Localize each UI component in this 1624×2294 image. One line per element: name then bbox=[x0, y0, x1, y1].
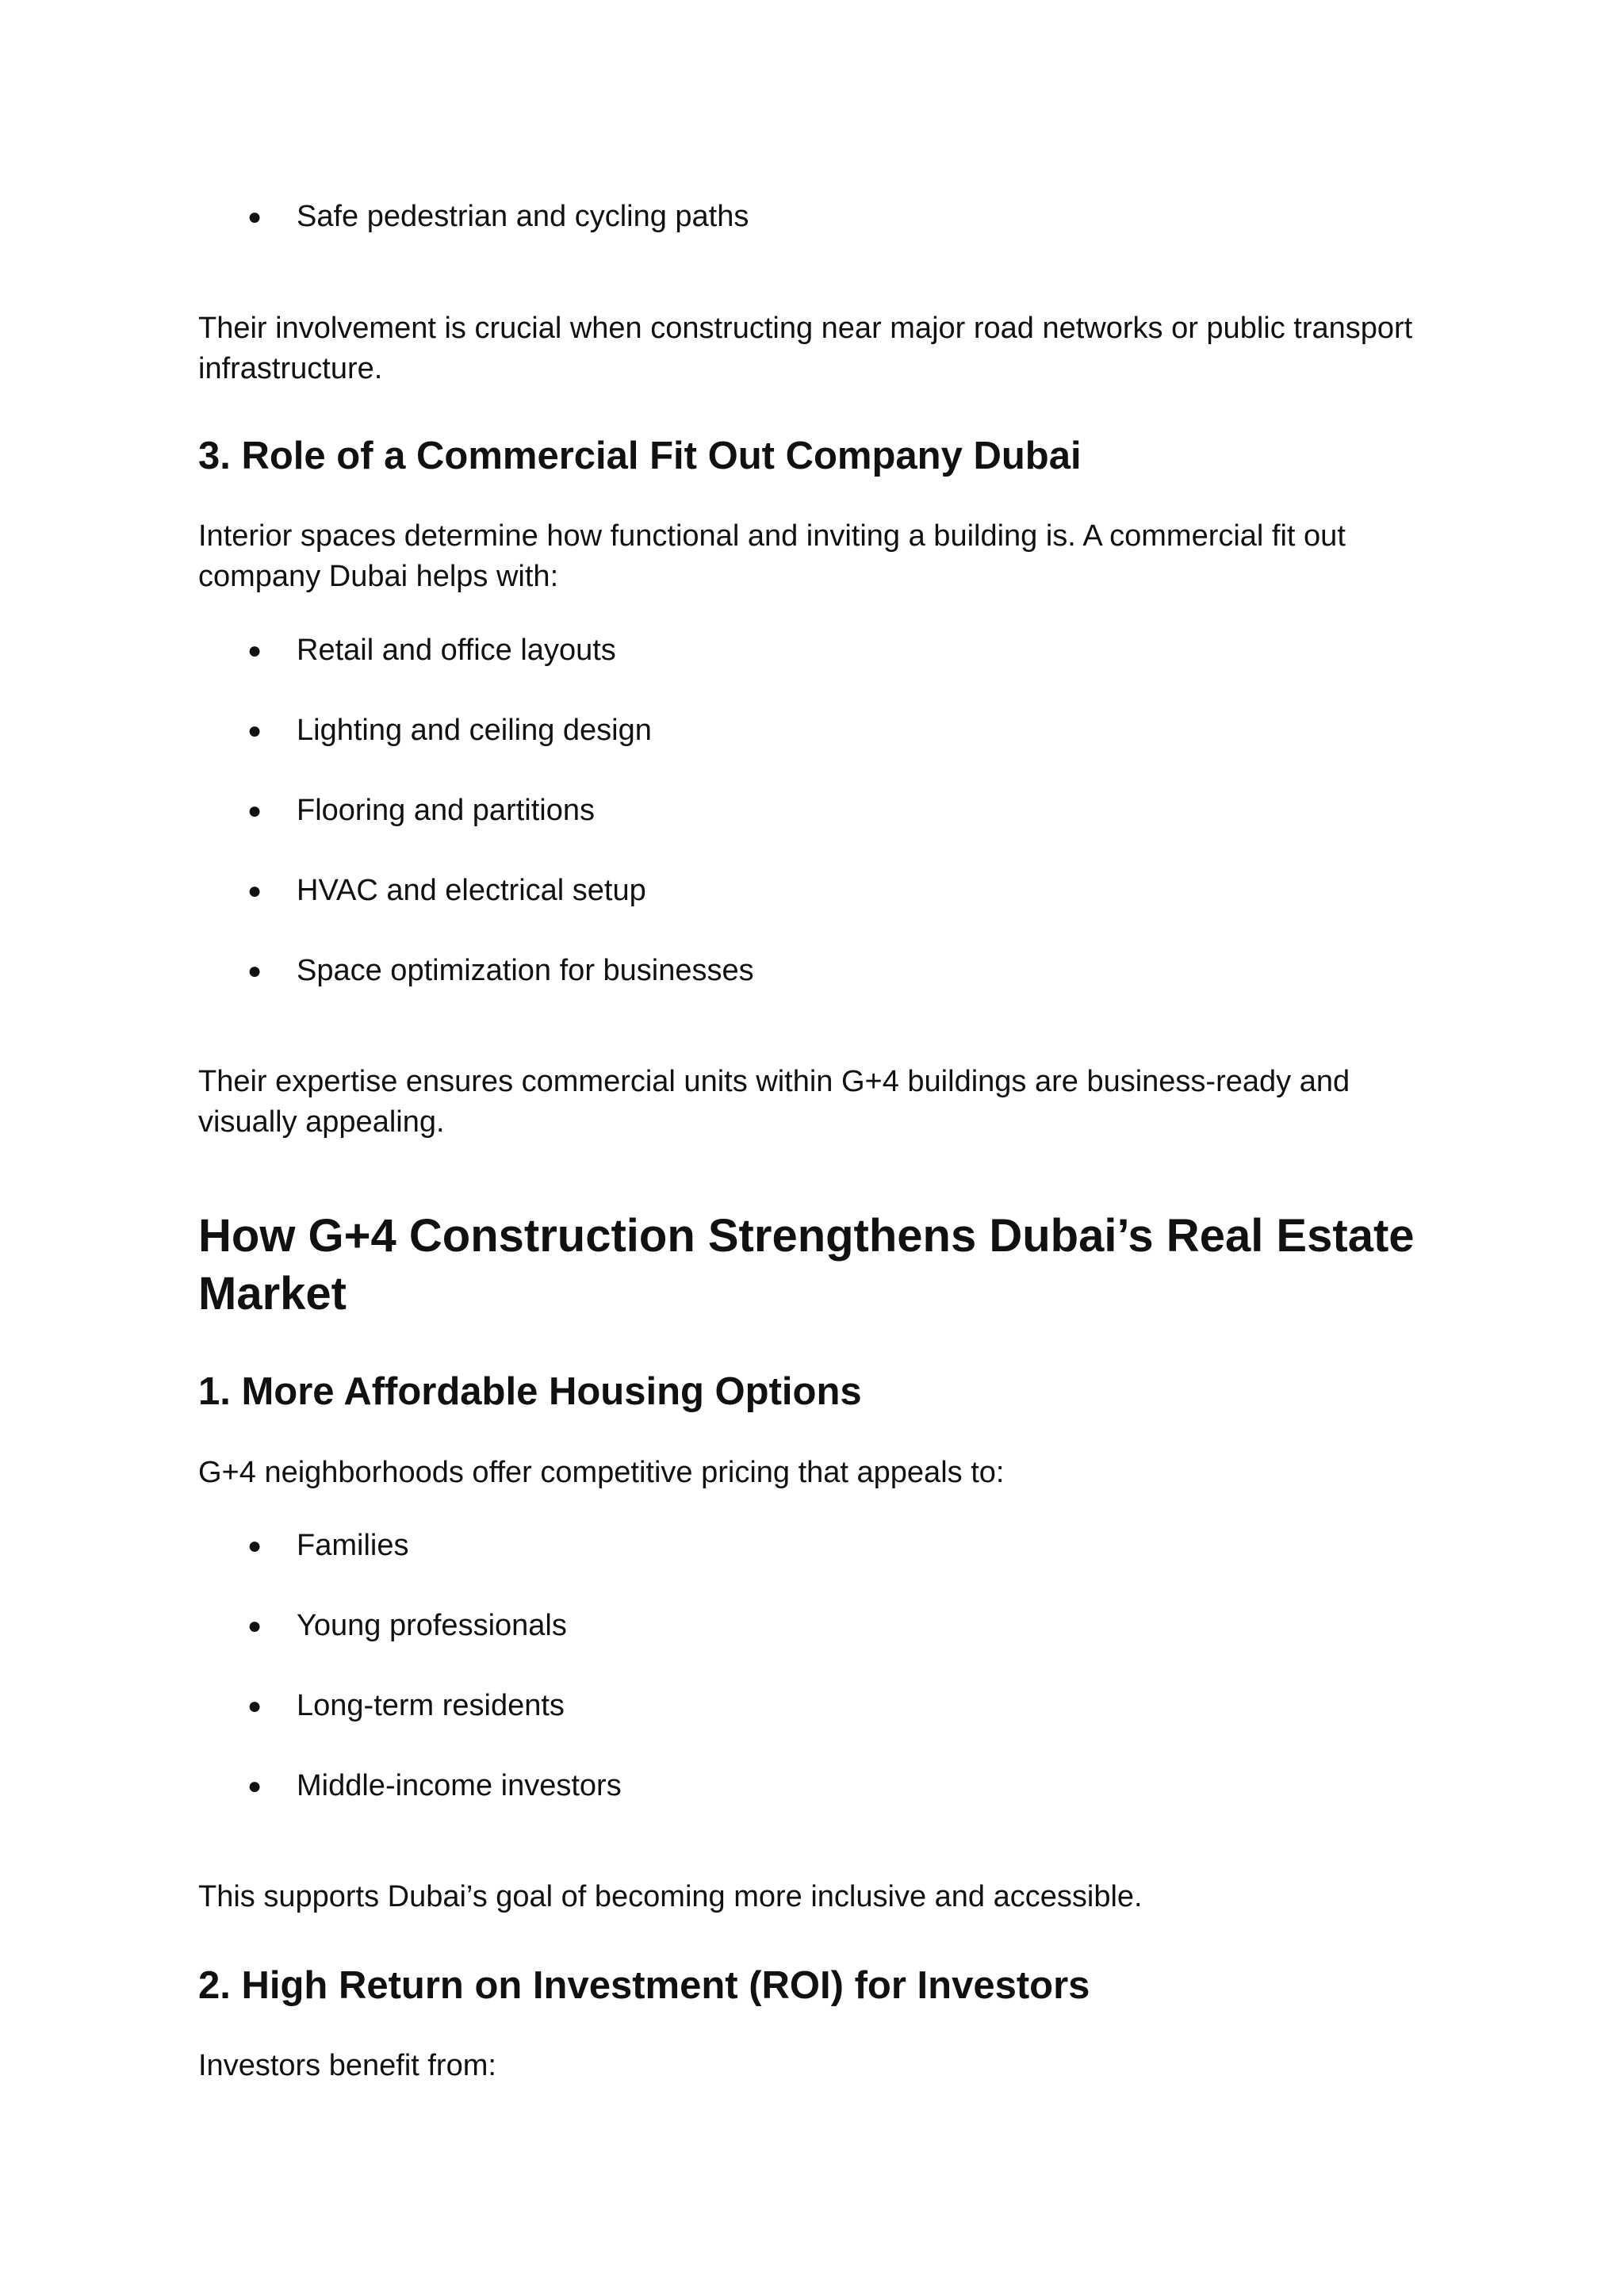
bullet-icon: ● bbox=[247, 1693, 262, 1719]
bullet-icon: ● bbox=[247, 1613, 262, 1639]
bullet-icon: ● bbox=[247, 638, 262, 664]
bullet-list-affordable bbox=[198, 1526, 1435, 1846]
heading-fit-out-role: 3. Role of a Commercial Fit Out Company Dubai bbox=[198, 435, 1082, 477]
paragraph-fit-out-intro: Interior spaces determine how functional and inviting a building is. A commercial fit out company Dubai helps with: bbox=[198, 519, 1346, 593]
paragraph-roi-intro: Investors benefit from: bbox=[198, 2049, 496, 2082]
bullet-icon: ● bbox=[247, 798, 262, 824]
list-item: ● Families bbox=[198, 1526, 1435, 1606]
heading-affordable-housing: 1. More Affordable Housing Options bbox=[198, 1370, 862, 1413]
list-item: ● Young professionals bbox=[198, 1606, 1435, 1686]
bullet-icon: ● bbox=[247, 1773, 262, 1799]
list-item: ● Lighting and ceiling design bbox=[198, 710, 1435, 791]
paragraph-transport-involvement: Their involvement is crucial when constructing near major road networks or public transport infrastructure. bbox=[198, 312, 1413, 385]
bullet-icon: ● bbox=[247, 878, 262, 904]
list-item: ● HVAC and electrical setup bbox=[198, 871, 1435, 951]
list-item: ● Space optimization for businesses bbox=[198, 951, 1435, 1031]
list-item: ● Long-term residents bbox=[198, 1686, 1435, 1766]
paragraph-affordable-intro: G+4 neighborhoods offer competitive pricing that appeals to: bbox=[198, 1456, 1005, 1489]
bullet-icon: ● bbox=[247, 204, 262, 230]
bullet-list-transport bbox=[198, 197, 1435, 277]
list-item: ● Middle-income investors bbox=[198, 1766, 1435, 1846]
bullet-icon: ● bbox=[247, 958, 262, 984]
paragraph-fit-out-outro: Their expertise ensures commercial units within G+4 buildings are business-ready and visually appealing. bbox=[198, 1065, 1350, 1139]
list-item: ● Safe pedestrian and cycling paths bbox=[198, 197, 1435, 277]
bullet-icon: ● bbox=[247, 1533, 262, 1559]
bullet-icon: ● bbox=[247, 718, 262, 744]
list-item: ● Retail and office layouts bbox=[198, 630, 1435, 710]
heading-roi: 2. High Return on Investment (ROI) for Investors bbox=[198, 1964, 1090, 2007]
list-item: ● Flooring and partitions bbox=[198, 791, 1435, 871]
paragraph-affordable-outro: This supports Dubai’s goal of becoming more inclusive and accessible. bbox=[198, 1880, 1143, 1913]
bullet-list-fit-out bbox=[198, 630, 1435, 1031]
heading-real-estate-market: How G+4 Construction Strengthens Dubai’s Real Estate Market bbox=[198, 1210, 1415, 1319]
